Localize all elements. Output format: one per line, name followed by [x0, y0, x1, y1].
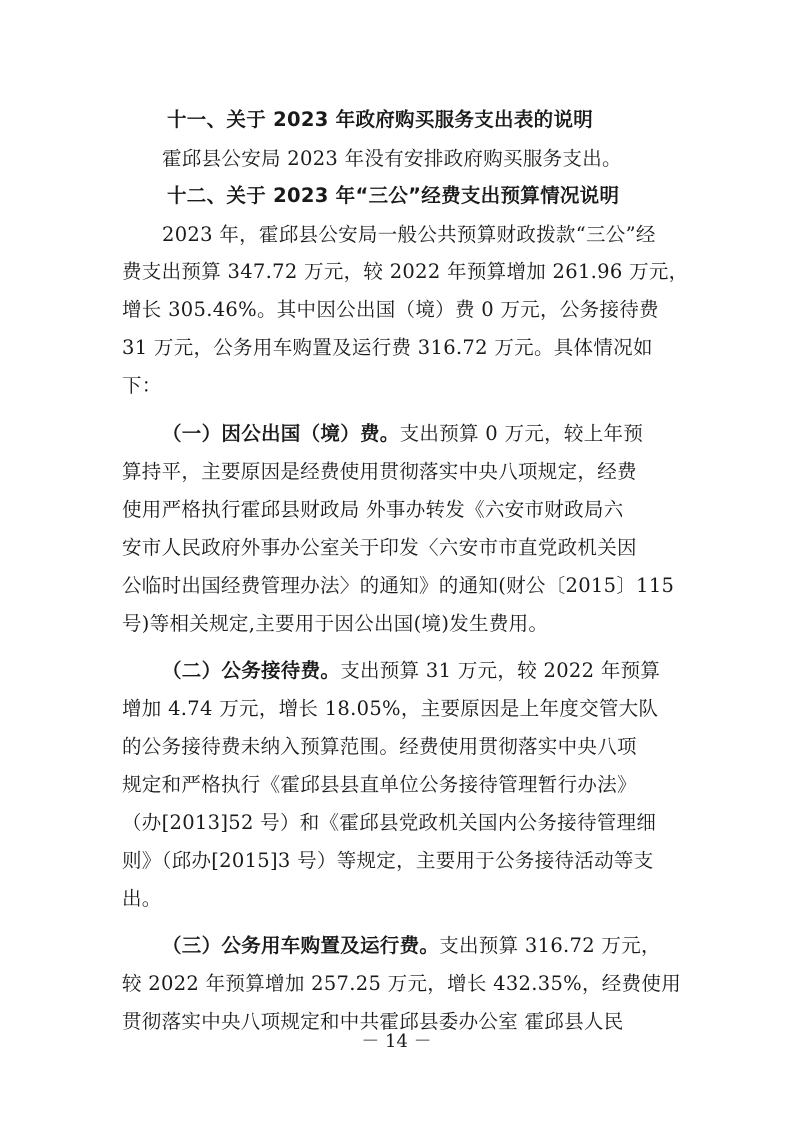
item-1-line-3 — [0, 496, 793, 524]
item-2-line-3-text: 的公务接待费未纳入预算范围。经费使用贯彻落实中央八项 — [122, 735, 637, 758]
section-11-heading — [0, 106, 793, 134]
page-number: － 14 － — [361, 1031, 432, 1052]
item-2-line-1 — [0, 657, 793, 685]
item-2-line-3 — [0, 733, 793, 761]
intro-line-5-text: 下： — [122, 374, 162, 397]
item-2-line-6-text: 则》（邱办[2015]3 号）等规定，主要用于公务接待活动等支 — [122, 849, 654, 872]
item-1-line-2 — [0, 458, 793, 486]
item-3-label: （三）公务用车购置及运行费。 — [162, 934, 440, 957]
section-11-heading-text: 十一、关于 2023 年政府购买服务支出表的说明 — [167, 108, 594, 131]
intro-line-1-text: 2023 年，霍邱县公安局一般公共预算财政拨款“三公”经 — [162, 223, 656, 246]
item-1-label: （一）因公出国（境）费。 — [162, 422, 400, 445]
section-11-body — [0, 145, 793, 173]
section-12-heading — [0, 182, 793, 210]
intro-line-2 — [0, 258, 793, 286]
item-3-line-3-text: 贯彻落实中央八项规定和中共霍邱县委办公室 霍邱县人民 — [122, 1010, 624, 1033]
item-1-line-5-text: 公临时出国经费管理办法〉的通知》的通知(财公〔2015〕115 — [122, 574, 675, 597]
item-2-line-2 — [0, 695, 793, 723]
intro-line-1 — [0, 221, 793, 249]
intro-line-4-text: 31 万元，公务用车购置及运行费 316.72 万元。具体情况如 — [122, 336, 653, 359]
intro-line-2-text: 费支出预算 347.72 万元，较 2022 年预算增加 261.96 万元， — [122, 260, 689, 283]
intro-line-4 — [0, 334, 793, 362]
intro-line-3-text: 增长 305.46%。其中因公出国（境）费 0 万元，公务接待费 — [122, 298, 659, 321]
item-2-line-5-text: （办[2013]52 号）和《霍邱县党政机关国内公务接待管理细 — [122, 811, 657, 834]
item-1-line-3-text: 使用严格执行霍邱县财政局 外事办转发《六安市财政局六 — [122, 498, 624, 521]
section-11-body-text: 霍邱县公安局 2023 年没有安排政府购买服务支出。 — [162, 147, 622, 170]
item-2-line-4 — [0, 771, 793, 799]
item-2-line-5 — [0, 809, 793, 837]
item-2-line-2-text: 增加 4.74 万元，增长 18.05%，主要原因是上年度交管大队 — [122, 697, 659, 720]
item-3-line-1 — [0, 932, 793, 960]
item-3-line-2 — [0, 970, 793, 998]
item-3-line-2-text: 较 2022 年预算增加 257.25 万元，增长 432.35%，经费使用 — [122, 972, 682, 995]
item-3-first-rest: 支出预算 316.72 万元， — [439, 934, 661, 957]
item-2-first-rest: 支出预算 31 万元，较 2022 年预算 — [340, 659, 661, 682]
item-1-line-5 — [0, 572, 793, 600]
section-12-heading-text: 十二、关于 2023 年“三公”经费支出预算情况说明 — [167, 184, 620, 207]
item-1-line-4-text: 安市人民政府外事办公室关于印发〈六安市市直党政机关因 — [122, 536, 637, 559]
item-1-line-6-text: 号)等相关规定,主要用于因公出国(境)发生费用。 — [122, 612, 549, 635]
item-1-first-rest: 支出预算 0 万元，较上年预 — [399, 422, 644, 445]
item-1-line-4 — [0, 534, 793, 562]
item-1-line-1 — [0, 420, 793, 448]
intro-line-5 — [0, 372, 793, 400]
item-2-label: （二）公务接待费。 — [162, 659, 341, 682]
intro-line-3 — [0, 296, 793, 324]
item-1-line-2-text: 算持平，主要原因是经费使用贯彻落实中央八项规定，经费 — [122, 460, 637, 483]
item-1-line-6 — [0, 610, 793, 638]
item-2-line-7-text: 出。 — [122, 887, 162, 910]
item-2-line-7 — [0, 885, 793, 913]
item-2-line-4-text: 规定和严格执行《霍邱县县直单位公务接待管理暂行办法》 — [122, 773, 637, 796]
item-2-line-6 — [0, 847, 793, 875]
